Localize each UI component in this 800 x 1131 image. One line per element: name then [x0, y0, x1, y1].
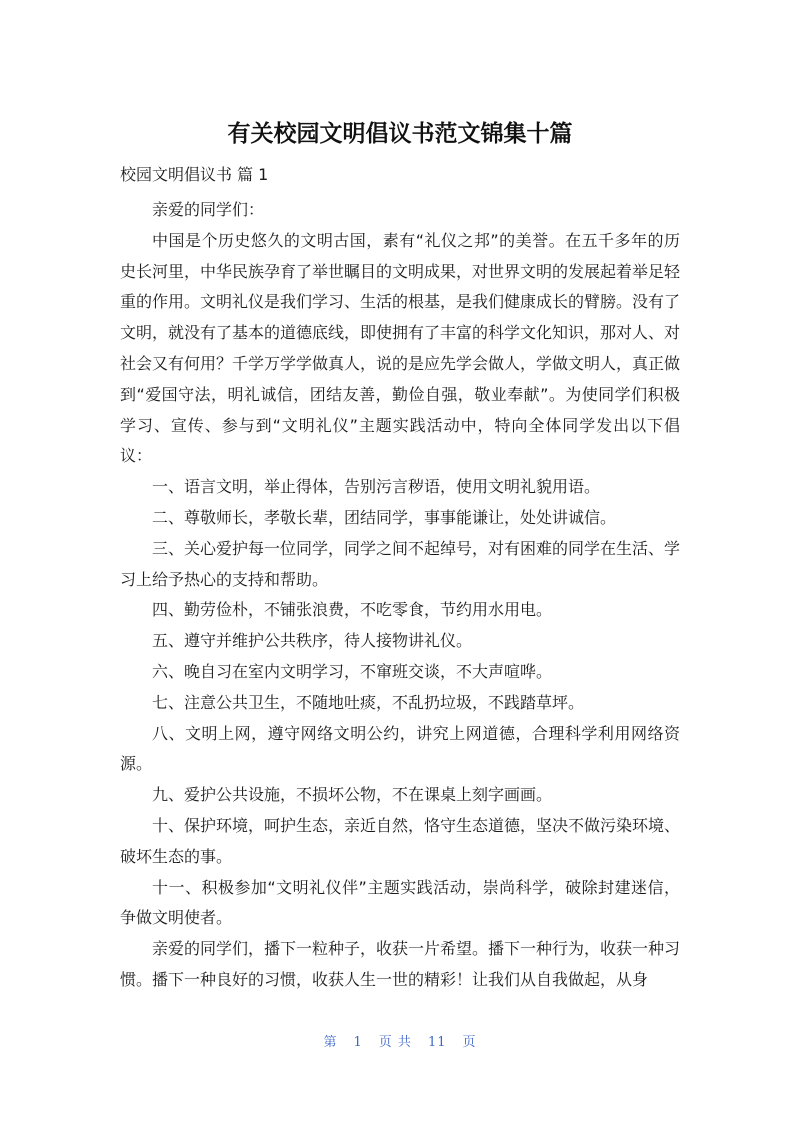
paragraph: 三、关心爱护每一位同学，同学之间不起绰号，对有困难的同学在生活、学习上给予热心的支持和帮助。	[120, 538, 681, 589]
paragraph: 七、注意公共卫生，不随地吐痰，不乱扔垃圾，不践踏草坪。	[152, 692, 585, 712]
footer-current-page: 1	[353, 1035, 363, 1050]
paragraph: 四、勤劳俭朴，不铺张浪费，不吃零食，节约用水用电。	[152, 600, 553, 620]
page-footer	[0, 1031, 800, 1050]
section-label: 校园文明倡议书 篇 1	[120, 165, 269, 184]
paragraph: 十、保护环境，呵护生态，亲近自然，恪守生态道德，坚决不做污染环境、破坏生态的事。	[120, 815, 681, 866]
paragraph: 六、晚自习在室内文明学习，不窜班交谈，不大声喧哗。	[152, 661, 553, 681]
footer-mid: 页 共	[378, 1035, 412, 1050]
document-title: 有关校园文明倡议书范文锦集十篇	[227, 121, 573, 147]
footer-suffix: 页	[462, 1035, 477, 1050]
document-body	[120, 195, 680, 996]
paragraph: 八、文明上网，遵守网络文明公约，讲究上网道德，合理科学利用网络资源。	[120, 723, 680, 774]
paragraph: 一、语言文明，举止得体，告别污言秽语，使用文明礼貌用语。	[152, 477, 601, 497]
paragraph: 中国是个历史悠久的文明古国，素有“礼仪之邦”的美誉。在五千多年的历史长河里，中华民族孕育了举世瞩目的文明成果，对世界文明的发展起着举足轻重的作用。文明礼仪是我们学习、生活的根基，是我们健康成长的臂膀。没有了文明，就没有了基本的道德底线，即使拥有了丰富的科学文化知识，那对人、对社会又有何用？千学万学学做真人，说的是应先学会做人，学做文明人，真正做到“爱国守法，明礼诚信，团结友善，勤俭自强，敬业奉献”。为使同学们积极学习、宣传、参与到“文明礼仪”主题实践活动中，特向全体同学发出以下倡议：	[120, 230, 681, 466]
paragraph: 九、爱护公共设施，不损坏公物，不在课桌上刻字画画。	[152, 785, 553, 805]
paragraph: 十一、积极参加“文明礼仪伴”主题实践活动，崇尚科学，破除封建迷信，争做文明使者。	[120, 877, 680, 928]
footer-total-pages: 11	[427, 1035, 447, 1050]
paragraph: 二、尊敬师长，孝敬长辈，团结同学，事事能谦让，处处讲诚信。	[152, 507, 617, 527]
paragraph: 亲爱的同学们：	[152, 200, 265, 219]
paragraph: 亲爱的同学们，播下一粒种子，收获一片希望。播下一种行为，收获一种习惯。播下一种良好的习惯，收获人生一世的精彩！让我们从自我做起，从身	[120, 939, 681, 989]
paragraph: 五、遵守并维护公共秩序，待人接物讲礼仪。	[152, 631, 473, 651]
footer-prefix: 第	[323, 1035, 338, 1050]
